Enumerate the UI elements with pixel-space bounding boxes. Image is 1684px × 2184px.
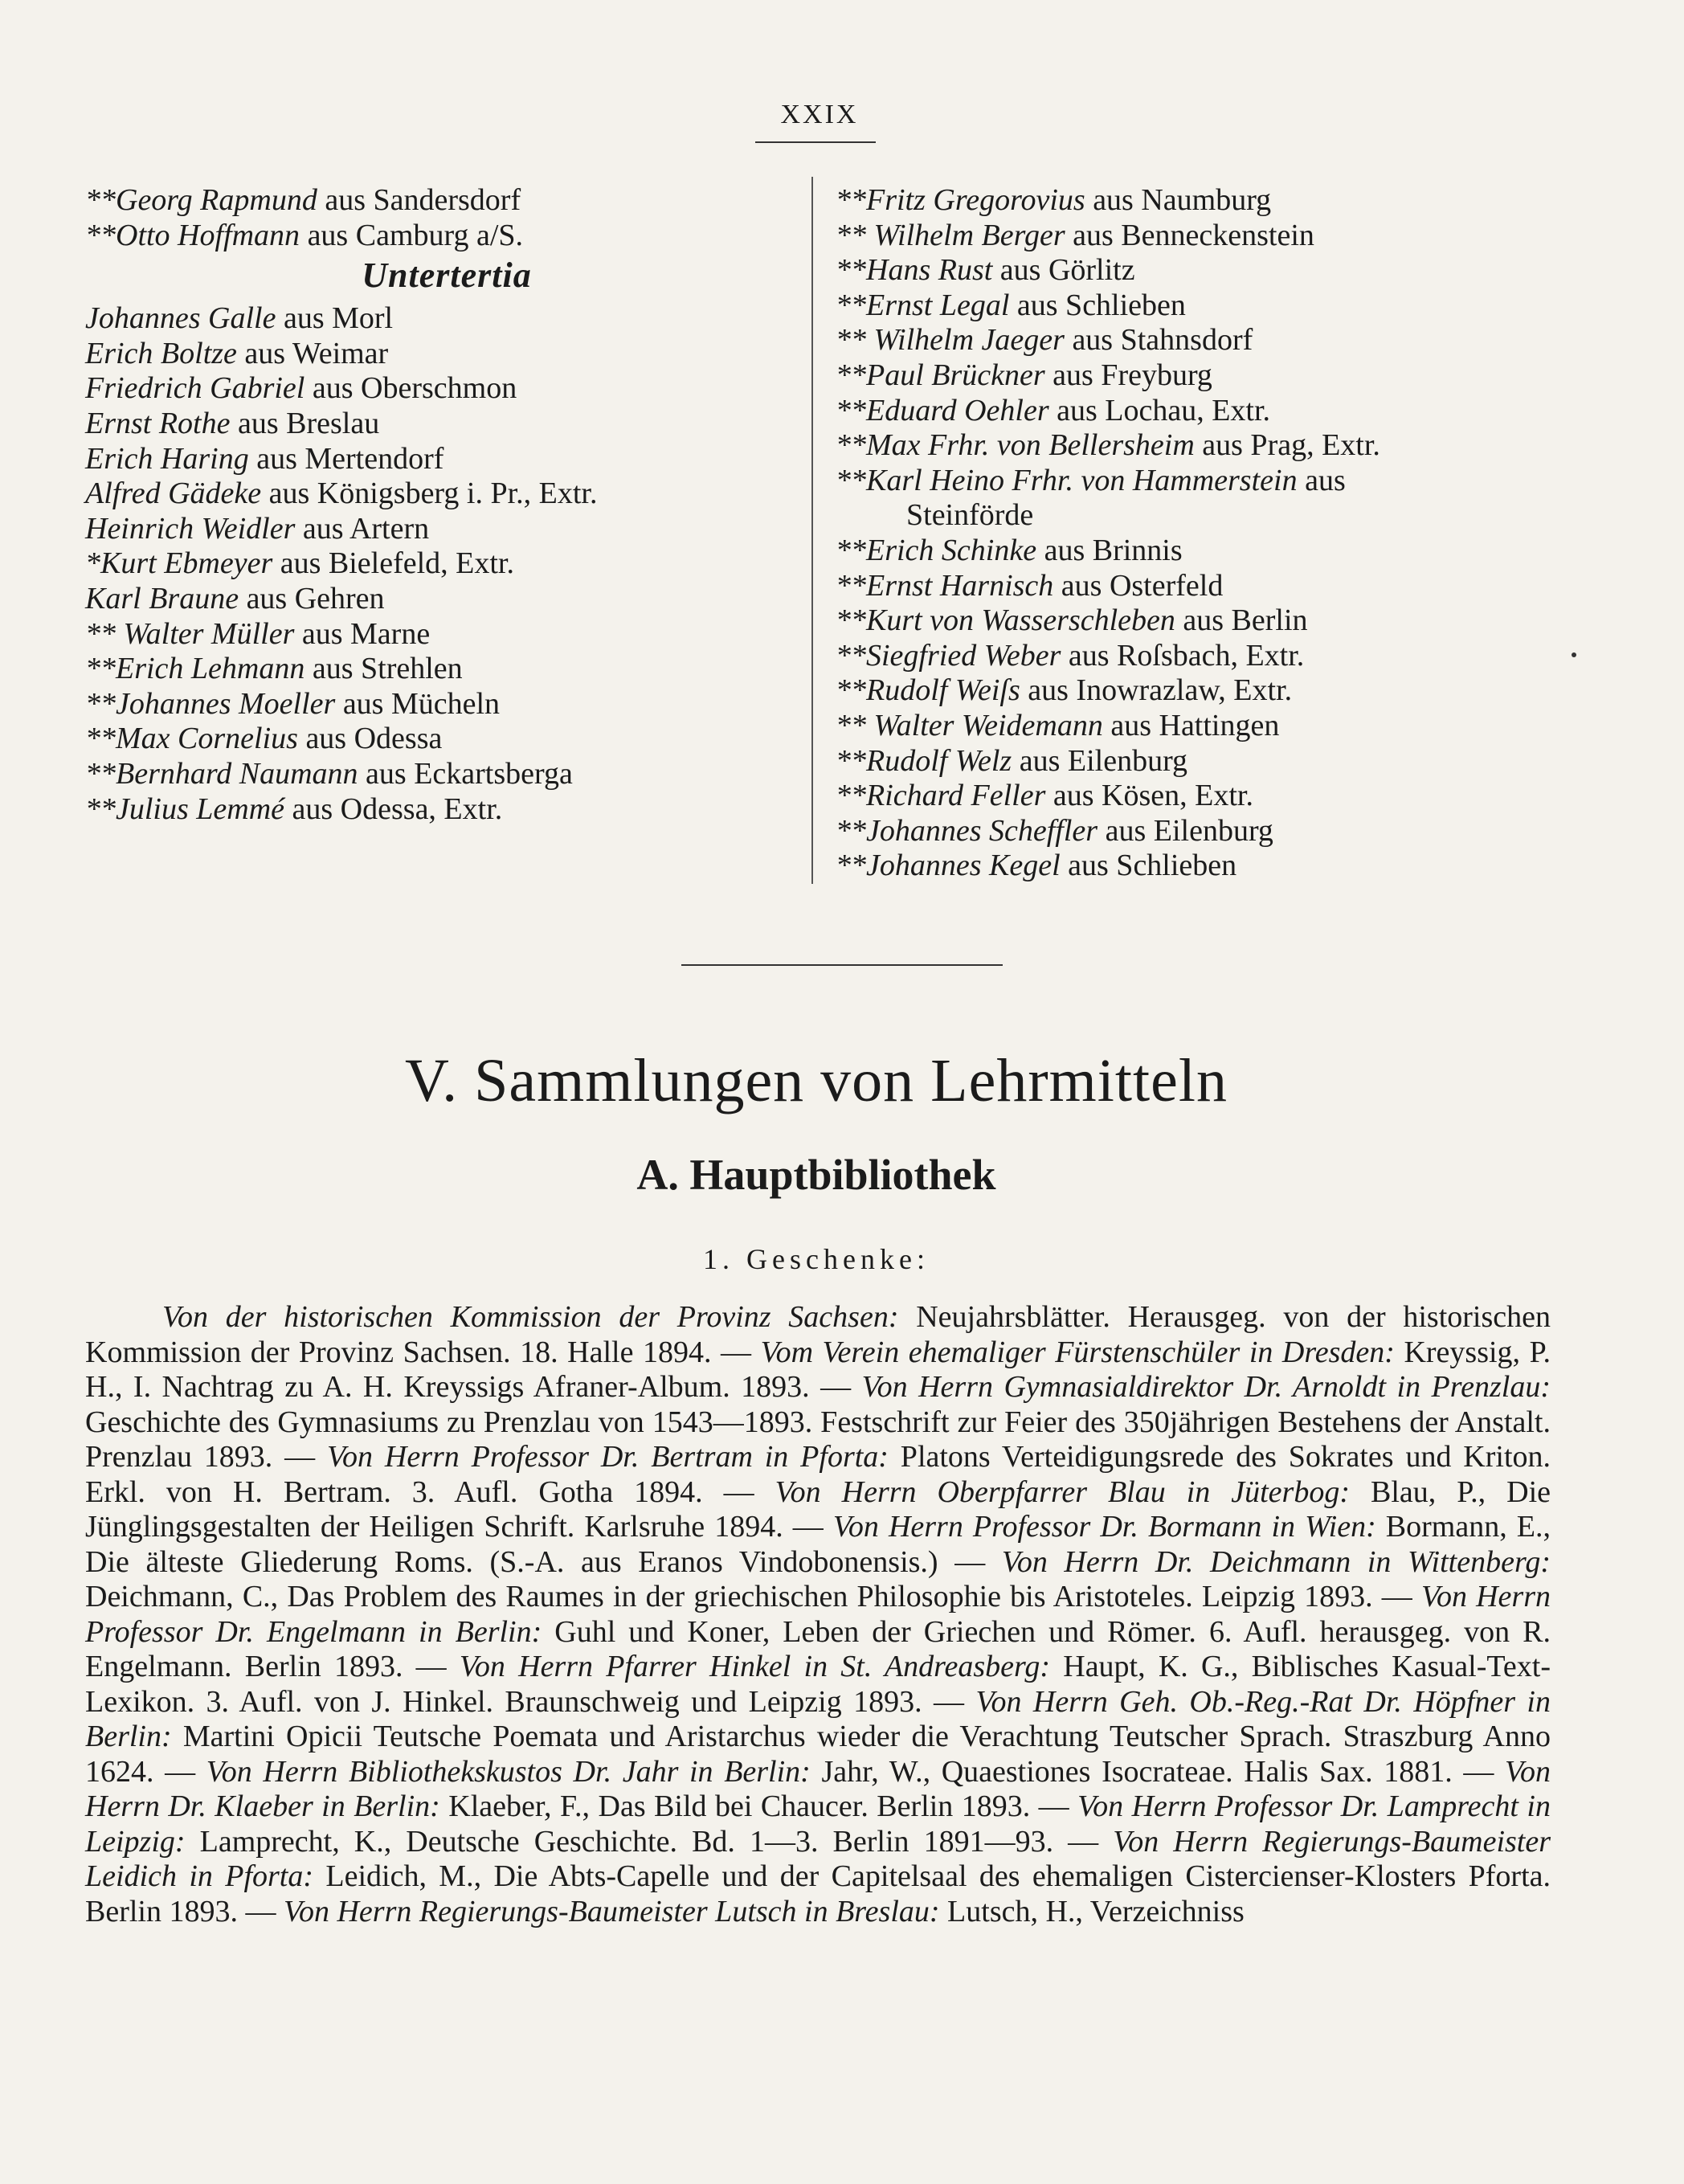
student-name: **Hans Rust <box>836 253 993 288</box>
student-name: **Rudolf Weiſs <box>836 673 1020 708</box>
student-entry <box>836 569 1551 604</box>
gift-description: Lutsch, H., Verzeichniss <box>939 1894 1245 1928</box>
student-entry <box>85 512 808 547</box>
student-entry <box>836 603 1551 639</box>
student-entry <box>85 546 808 582</box>
student-origin: aus Königsberg i. Pr., Extr. <box>261 476 598 511</box>
student-name: *Kurt Ebmeyer <box>85 546 273 581</box>
section-separator <box>681 964 1003 966</box>
student-entry <box>85 371 808 407</box>
student-origin: aus Oberschmon <box>305 371 517 406</box>
student-name: ** Walter Müller <box>85 616 295 651</box>
gift-description: Leidich, M., Die Abts-Capelle und der Capitelsaal des ehemaligen Cistercienser-Klosters Pforta. Berlin 1893. — <box>85 1859 1551 1928</box>
student-entry <box>85 722 808 757</box>
student-origin: aus Stahnsdorf <box>1064 323 1253 358</box>
student-origin: aus Odessa <box>297 722 443 756</box>
student-origin: aus Roſsbach, Extr. <box>1061 638 1305 673</box>
gift-description: Lamprecht, K., Deutsche Geschichte. Bd. 1—3. Berlin 1891—93. — <box>185 1824 1114 1859</box>
section-subtitle: A. Hauptbibliothek <box>636 1151 996 1199</box>
gift-description: Neujahrsblätter. Herausgeg. von der historischen Kommission der Provinz Sachsen. 18. Halle 1894. — <box>85 1300 1551 1369</box>
student-entry <box>85 582 808 617</box>
student-entry <box>836 219 1551 254</box>
student-name: **Erich Lehmann <box>85 652 305 686</box>
student-origin: aus Bielefeld, Extr. <box>272 546 514 581</box>
student-origin: aus Lochau, Extr. <box>1048 393 1271 427</box>
student-entry <box>836 673 1551 709</box>
student-origin: aus Morl <box>276 301 394 336</box>
student-name: **Ernst Harnisch <box>836 568 1054 603</box>
student-entry <box>836 639 1551 674</box>
student-origin: aus Naumburg <box>1085 183 1272 217</box>
student-entry <box>85 442 808 477</box>
student-name: **Paul Brückner <box>836 358 1045 392</box>
student-entry <box>836 709 1551 744</box>
donor-attribution: Von Herrn Pfarrer Hinkel in St. Andreasberg: <box>459 1650 1051 1683</box>
gift-description: Haupt, K. G., Biblisches Kasual-Text-Lexikon. 3. Aufl. von J. Hinkel. Braunschweig und Leipzig 1893. — <box>85 1650 1551 1719</box>
right-student-list <box>836 183 1551 884</box>
student-origin: aus Schlieben <box>1009 288 1186 322</box>
student-origin: aus Marne <box>294 616 431 651</box>
donor-attribution: Von Herrn Bibliothekskustos Dr. Jahr in Berlin: <box>206 1754 811 1789</box>
student-entry <box>836 534 1551 569</box>
student-origin: aus Kösen, Extr. <box>1045 779 1253 813</box>
student-entry <box>85 183 808 219</box>
student-name: **Ernst Legal <box>836 288 1010 322</box>
student-name: **Max Cornelius <box>85 722 298 756</box>
margin-dot <box>1572 652 1576 657</box>
student-name: **Kurt von Wasserschleben <box>836 603 1175 638</box>
donor-attribution: Von Herrn Regierungs-Baumeister Lutsch in Breslau: <box>283 1894 940 1928</box>
left-student-list <box>85 301 808 827</box>
donor-attribution: Von Herrn Professor Dr. Bormann in Wien: <box>832 1510 1376 1544</box>
student-entry <box>836 849 1551 884</box>
student-origin: aus Mertendorf <box>248 441 444 476</box>
student-name: **Richard Feller <box>836 779 1046 813</box>
column-divider <box>811 177 813 884</box>
student-name: **Otto Hoffmann <box>85 218 300 252</box>
student-name: **Fritz Gregorovius <box>836 183 1085 217</box>
student-origin: aus Strehlen <box>305 652 463 686</box>
left-column <box>85 183 808 827</box>
student-entry <box>836 358 1551 394</box>
student-entry <box>836 183 1551 219</box>
student-name: **Julius Lemmé <box>85 791 285 826</box>
donor-attribution: Von Herrn Professor Dr. Bertram in Pforta: <box>327 1440 889 1474</box>
student-name: ** Walter Weidemann <box>836 708 1103 742</box>
student-origin: aus Schlieben <box>1060 849 1237 883</box>
student-origin: aus Eckartsberga <box>358 756 573 791</box>
student-entry <box>85 219 808 254</box>
student-name: Heinrich Weidler <box>85 511 296 546</box>
student-entry <box>836 288 1551 324</box>
student-entry <box>836 253 1551 288</box>
student-name: **Karl Heino Frhr. von Hammerstein <box>836 463 1298 497</box>
donor-attribution: Von Herrn Professor Dr. Lamprecht in Leipzig: <box>85 1789 1551 1859</box>
student-origin: aus Osterfeld <box>1053 568 1224 603</box>
donor-attribution: Von Herrn Oberpfarrer Blau in Jüterbog: <box>775 1474 1350 1509</box>
student-origin: aus Sandersdorf <box>317 183 521 217</box>
donor-attribution: Von Herrn Dr. Klaeber in Berlin: <box>85 1754 1551 1823</box>
student-origin: aus <box>1297 463 1346 497</box>
gift-description: Deichmann, C., Das Problem des Raumes in der griechischen Philosophie bis Aristoteles. Leipzig 1893. — <box>85 1580 1421 1613</box>
student-origin: aus Prag, Extr. <box>1194 428 1380 463</box>
donor-attribution: Von Herrn Dr. Deichmann in Wittenberg: <box>1001 1544 1551 1579</box>
student-name: Friedrich Gabriel <box>85 371 305 406</box>
student-name: Karl Braune <box>85 581 239 616</box>
left-top-list <box>85 183 808 253</box>
student-entry <box>836 744 1551 779</box>
gift-description: Jahr, W., Quaestiones Isocrateae. Halis Sax. 1881. — <box>810 1754 1505 1789</box>
student-entry <box>85 617 808 652</box>
gift-description: Guhl und Koner, Leben der Griechen und Römer. 6. Aufl. herausgeg. von R. Engelmann. Berlin 1893. — <box>85 1614 1551 1683</box>
student-entry <box>836 394 1551 429</box>
student-entry <box>85 687 808 722</box>
page-number: XXIX <box>780 100 859 129</box>
student-name: **Johannes Kegel <box>836 849 1061 883</box>
student-entry <box>85 407 808 442</box>
student-name: Johannes Galle <box>85 301 276 336</box>
class-subheading: Untertertia <box>362 256 532 296</box>
student-name: Erich Haring <box>85 441 249 476</box>
donor-attribution: Von Herrn Geh. Ob.-Reg.-Rat Dr. Höpfner in Berlin: <box>85 1684 1551 1753</box>
student-origin: aus Breslau <box>230 406 380 440</box>
student-name: ** Wilhelm Jaeger <box>836 323 1065 358</box>
student-origin: aus Freyburg <box>1044 358 1212 392</box>
student-entry <box>836 323 1551 358</box>
gift-description: Blau, P., Die Jünglingsgestalten der Heiligen Schrift. Karlsruhe 1894. — <box>85 1474 1551 1544</box>
student-entry <box>85 652 808 687</box>
student-origin: aus Mücheln <box>335 686 501 721</box>
gift-description: Bormann, E., Die älteste Gliederung Roms. (S.-A. aus Eranos Vindobonensis.) — <box>85 1510 1551 1579</box>
student-name: **Siegfried Weber <box>836 638 1061 673</box>
gifts-heading: 1. Geschenke: <box>703 1243 930 1275</box>
student-origin: aus Hattingen <box>1102 708 1280 742</box>
student-name: **Max Frhr. von Bellersheim <box>836 428 1195 463</box>
donor-attribution: Von der historischen Kommission der Provinz Sachsen: <box>162 1300 899 1334</box>
student-origin: aus Gehren <box>239 581 385 616</box>
student-origin: aus Eilenburg <box>1012 743 1188 778</box>
student-name: Ernst Rothe <box>85 406 231 440</box>
student-origin: aus Artern <box>295 511 430 546</box>
student-origin: aus Eilenburg <box>1097 813 1273 848</box>
gift-description: Klaeber, F., Das Bild bei Chaucer. Berlin 1893. — <box>439 1789 1078 1823</box>
donor-attribution: Von Herrn Gymnasialdirektor Dr. Arnoldt in Prenzlau: <box>861 1370 1551 1404</box>
student-name: **Johannes Moeller <box>85 686 336 721</box>
student-name: Erich Boltze <box>85 336 237 370</box>
donor-attribution: Von Herrn Professor Dr. Engelmann in Berlin: <box>85 1580 1551 1649</box>
student-name: **Bernhard Naumann <box>85 756 358 791</box>
student-origin: aus Camburg a/S. <box>300 218 524 252</box>
student-entry <box>836 428 1551 464</box>
student-name: **Rudolf Welz <box>836 743 1012 778</box>
gift-description: Martini Opicii Teutsche Poemata und Aristarchus wieder die Verachtung Teutscher Sprach. Straszburg Anno 1624. — <box>85 1720 1551 1789</box>
student-name: **Erich Schinke <box>836 533 1037 567</box>
gift-description: Geschichte des Gymnasiums zu Prenzlau von 1543—1893. Festschrift zur Feier des 350jährigen Bestehens der Anstalt. Prenzlau 1893. — <box>85 1405 1551 1474</box>
student-origin: aus Inowrazlaw, Extr. <box>1020 673 1293 708</box>
student-name: ** Wilhelm Berger <box>836 218 1065 252</box>
student-entry <box>836 779 1551 814</box>
student-name: **Johannes Scheffler <box>836 813 1098 848</box>
student-entry-continuation <box>836 498 1551 534</box>
donor-attribution: Vom Verein ehemaliger Fürstenschüler in Dresden: <box>760 1335 1395 1369</box>
student-entry <box>85 301 808 337</box>
student-origin: aus Berlin <box>1175 603 1308 638</box>
gift-description: Platons Verteidigungsrede des Sokrates und Kriton. Erkl. von H. Bertram. 3. Aufl. Gotha 1894. — <box>85 1440 1551 1509</box>
student-entry <box>85 757 808 792</box>
student-name: Alfred Gädeke <box>85 476 262 511</box>
student-origin: aus Benneckenstein <box>1065 218 1314 252</box>
student-origin-continued: Steinförde <box>906 498 1034 533</box>
section-title: V. Sammlungen von Lehrmitteln <box>405 1047 1228 1114</box>
student-name: **Georg Rapmund <box>85 183 317 217</box>
student-entry <box>85 337 808 372</box>
student-origin: aus Odessa, Extr. <box>284 791 503 826</box>
student-name: **Eduard Oehler <box>836 393 1049 427</box>
student-entry <box>836 464 1551 499</box>
student-origin: aus Brinnis <box>1036 533 1183 567</box>
student-origin: aus Görlitz <box>992 253 1135 288</box>
student-entry <box>85 476 808 512</box>
gifts-paragraph <box>85 1300 1551 1929</box>
student-origin: aus Weimar <box>236 336 389 370</box>
donor-attribution: Von Herrn Regierungs-Baumeister Leidich in Pforta: <box>85 1824 1551 1893</box>
page-number-rule <box>755 141 876 143</box>
gift-description: Kreyssig, P. H., I. Nachtrag zu A. H. Kreyssigs Afraner-Album. 1893. — <box>85 1335 1551 1404</box>
student-entry <box>85 792 808 828</box>
right-column <box>836 183 1551 884</box>
student-entry <box>836 814 1551 849</box>
